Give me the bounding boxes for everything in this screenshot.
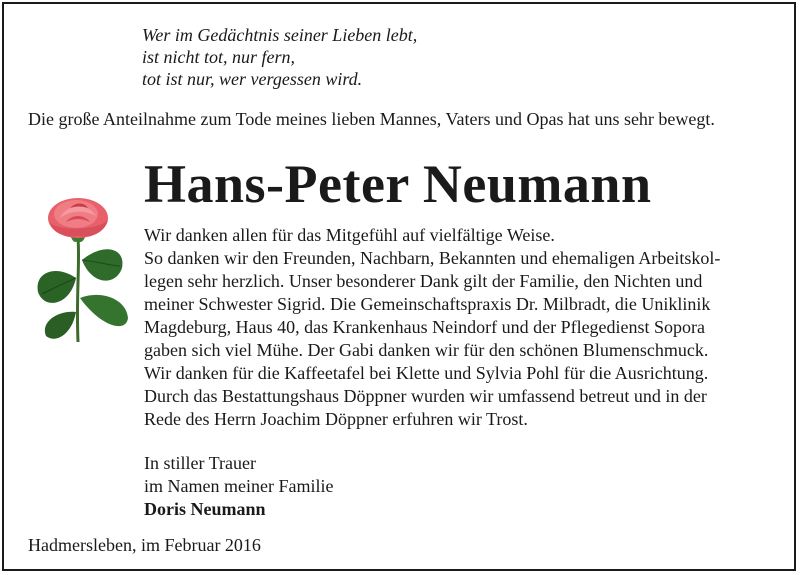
thanks-line: meiner Schwester Sigrid. Die Gemeinschaftspraxis Dr. Milbradt, die Uniklinik <box>144 294 711 314</box>
thanks-text <box>144 224 782 431</box>
place-date: Hadmersleben, im Februar 2016 <box>28 535 261 555</box>
thanks-line: So danken wir den Freunden, Nachbarn, Bekannten und ehemaligen Arbeitskol- <box>144 248 721 268</box>
memorial-quote <box>142 24 417 90</box>
rose-icon <box>26 194 138 344</box>
thanks-line: Wir danken allen für das Mitgefühl auf vielfältige Weise. <box>144 225 555 245</box>
thanks-line: Magdeburg, Haus 40, das Krankenhaus Neindorf und der Pflegedienst Sopora <box>144 317 706 337</box>
thanks-line: Durch das Bestattungshaus Döppner wurden wir umfassend betreut und in der <box>144 386 707 406</box>
thanks-line: gaben sich viel Mühe. Der Gabi danken wir für den schönen Blumenschmuck. <box>144 340 709 360</box>
quote-line-2: ist nicht tot, nur fern, <box>142 47 295 67</box>
thanks-line: Rede des Herrn Joachim Döppner erfuhren wir Trost. <box>144 409 528 429</box>
obituary-frame <box>2 2 796 571</box>
quote-line-3: tot ist nur, wer vergessen wird. <box>142 69 363 89</box>
closing-line-2: im Namen meiner Familie <box>144 476 334 496</box>
thanks-line: legen sehr herzlich. Unser besonderer Dank gilt der Familie, den Nichten und <box>144 271 703 291</box>
signer-name: Doris Neumann <box>144 499 266 519</box>
quote-line-1: Wer im Gedächtnis seiner Lieben lebt, <box>142 25 418 45</box>
closing-line-1: In stiller Trauer <box>144 453 256 473</box>
thanks-line: Wir danken für die Kaffeetafel bei Klette und Sylvia Pohl für die Ausrichtung. <box>144 363 709 383</box>
closing-block <box>144 452 333 521</box>
deceased-name: Hans-Peter Neumann <box>144 154 652 214</box>
intro-text: Die große Anteilnahme zum Tode meines lieben Mannes, Vaters und Opas hat uns sehr bewegt. <box>28 109 715 129</box>
